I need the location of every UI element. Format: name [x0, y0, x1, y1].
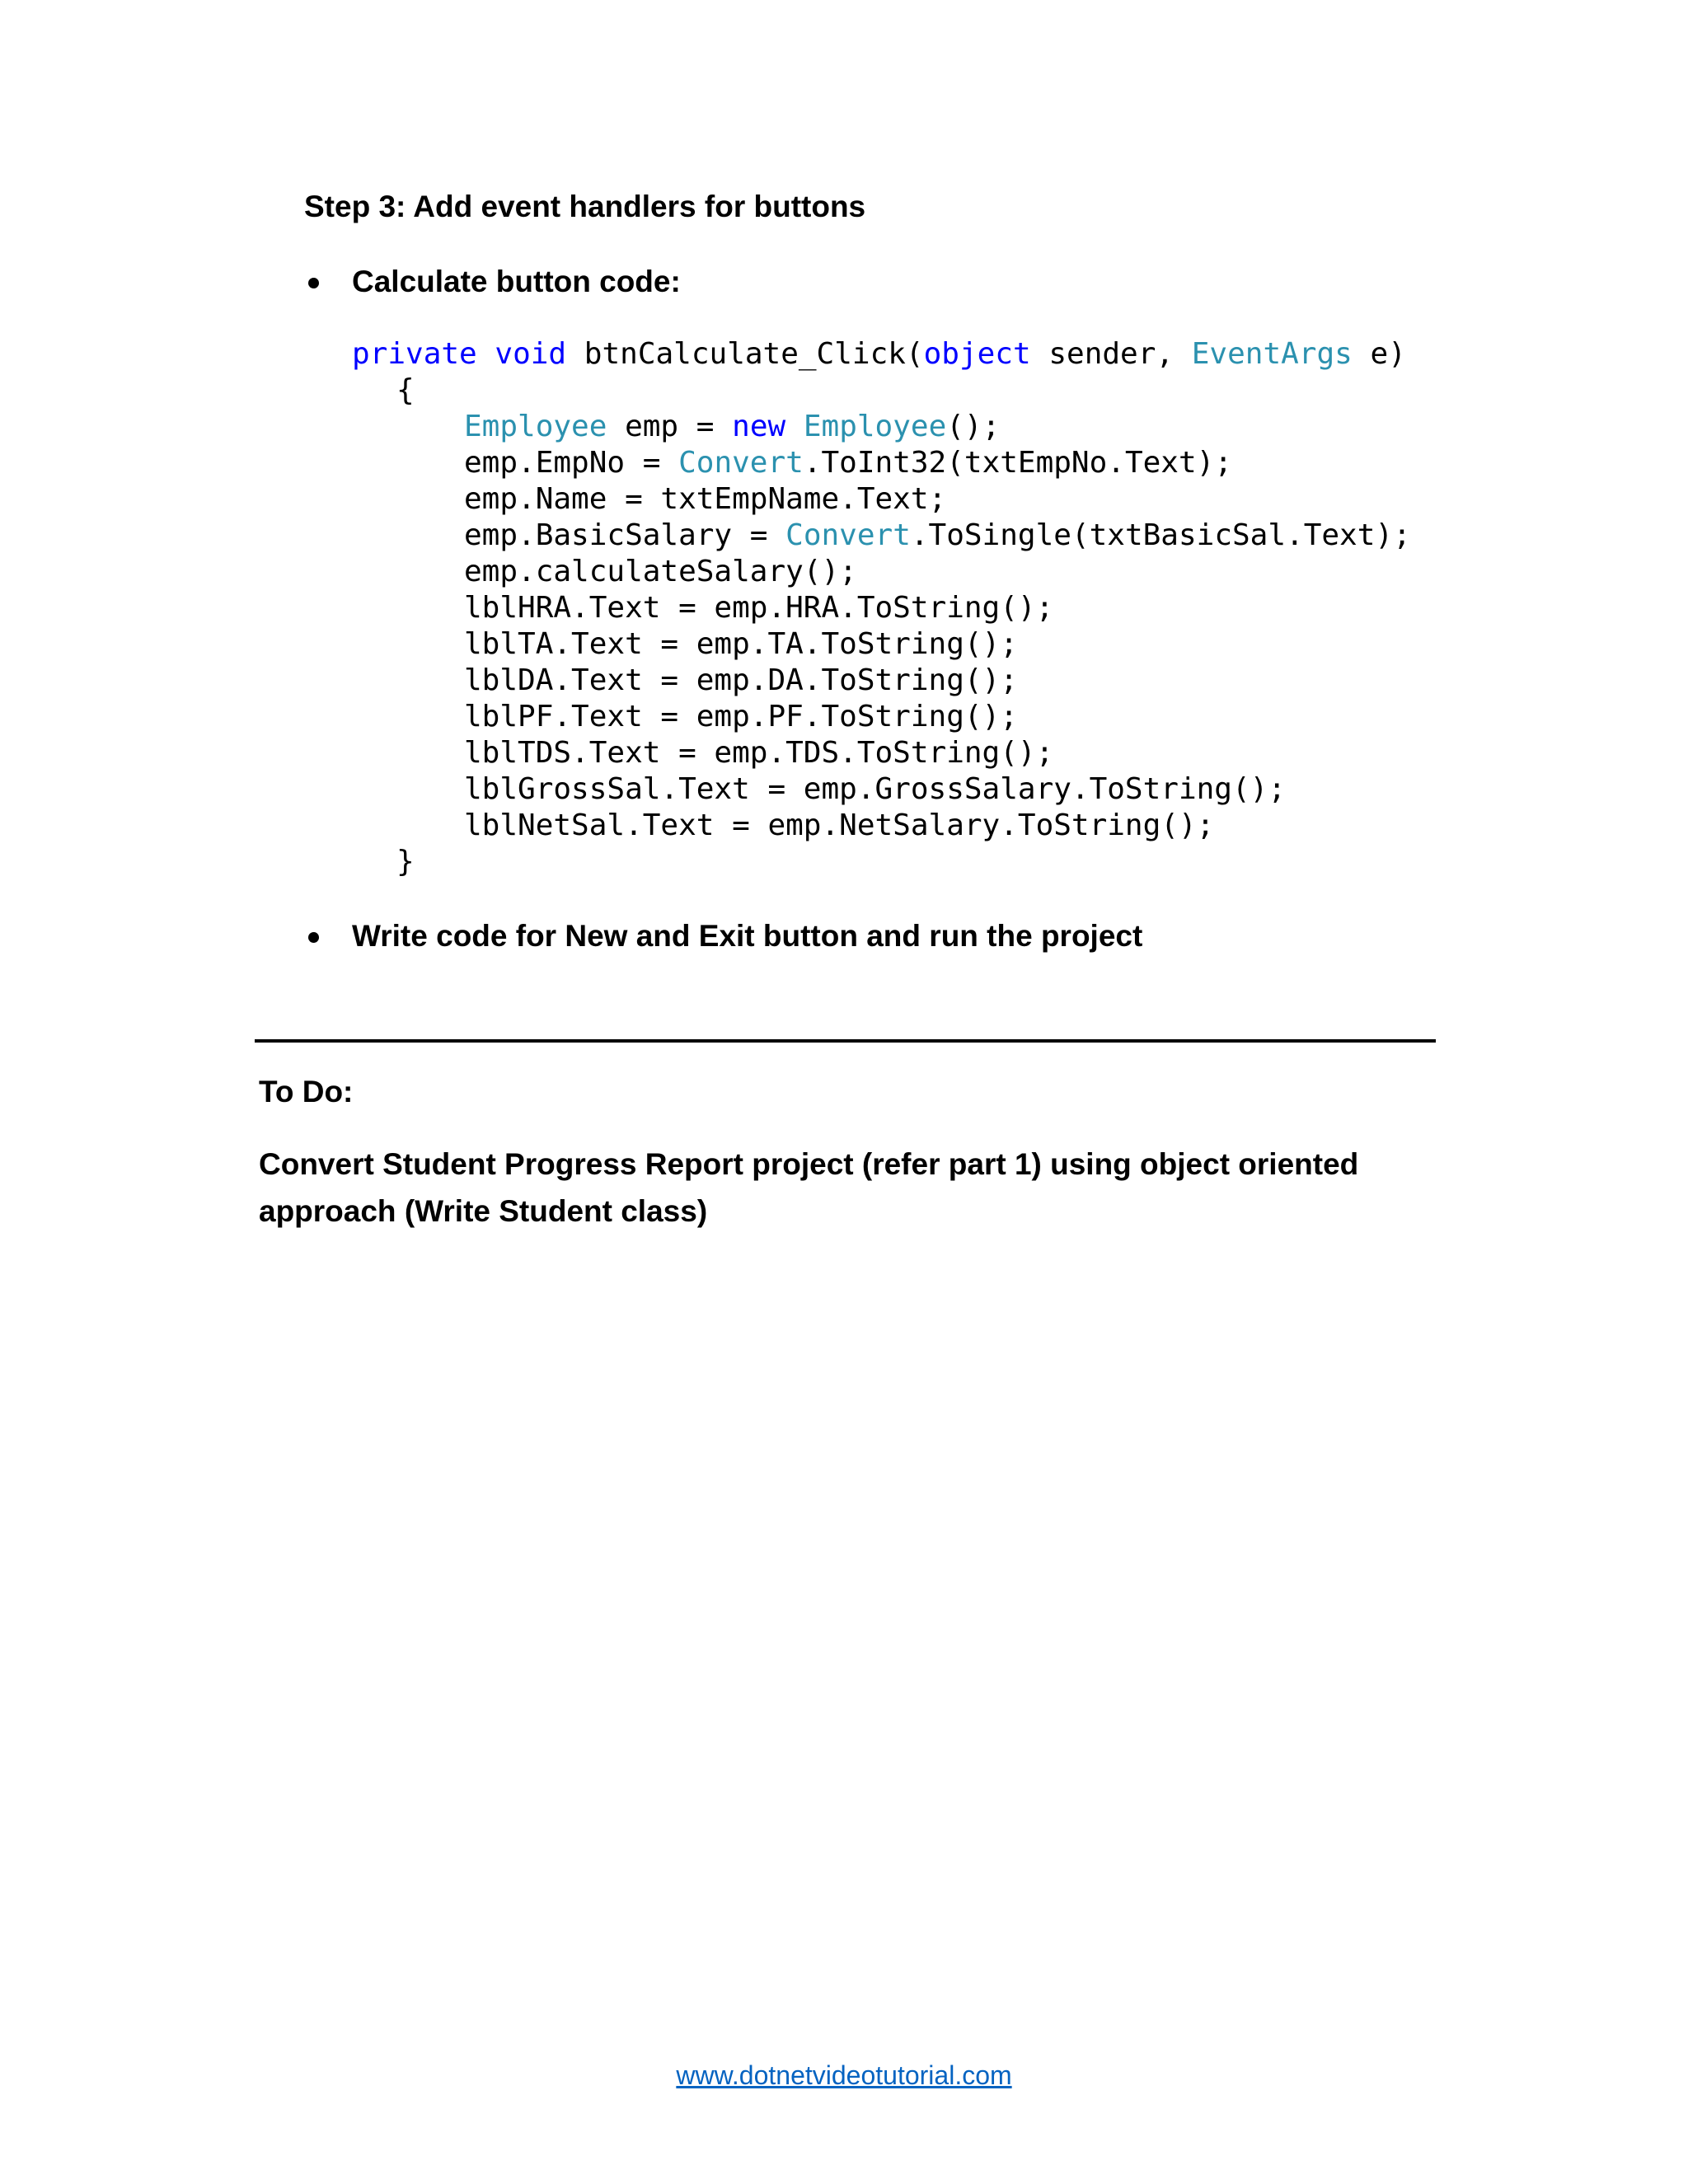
code-text: btnCalculate_Click(: [584, 337, 924, 371]
code-text: emp.EmpNo =: [464, 446, 661, 480]
bullet-dot: [308, 278, 319, 288]
footer: [0, 2060, 1688, 2091]
code-line: lblNetSal.Text = emp.NetSalary.ToString();: [464, 808, 1215, 842]
code-line-name: emp.Name = txtEmpName.Text;: [464, 482, 947, 516]
todo-heading: To Do:: [259, 1075, 354, 1108]
code-line: lblHRA.Text = emp.HRA.ToString();: [464, 591, 1054, 625]
code-type: Convert: [785, 518, 911, 552]
code-close-brace: }: [396, 845, 415, 879]
code-line-new-employee: [464, 409, 1000, 445]
code-line: emp.calculateSalary();: [464, 555, 857, 588]
code-line: lblGrossSal.Text = emp.GrossSalary.ToString();: [464, 772, 1286, 806]
horizontal-rule: [255, 1039, 1436, 1043]
code-text: e): [1370, 337, 1406, 371]
bullet-new-exit: Write code for New and Exit button and run the project: [352, 919, 1143, 953]
code-line: lblTDS.Text = emp.TDS.ToString();: [464, 736, 1054, 770]
todo-text-line2: approach (Write Student class): [259, 1194, 708, 1228]
code-keyword: new: [732, 410, 786, 443]
code-type: EventArgs: [1191, 337, 1353, 371]
bullet-calculate-code: Calculate button code:: [352, 265, 681, 298]
code-line-signature: [352, 336, 1406, 373]
code-line-basic-salary: [464, 518, 1411, 554]
code-text: .ToInt32(txtEmpNo.Text);: [803, 446, 1232, 480]
footer-website-link[interactable]: www.dotnetvideotutorial.com: [676, 2060, 1012, 2090]
code-type: Employee: [803, 410, 947, 443]
code-type: Convert: [678, 446, 804, 480]
step-heading: Step 3: Add event handlers for buttons: [304, 190, 866, 223]
code-keyword: void: [495, 337, 567, 371]
code-line-empno: [464, 445, 1232, 481]
code-text: .ToSingle(txtBasicSal.Text);: [910, 518, 1411, 552]
code-text: sender,: [1048, 337, 1175, 371]
bullet-dot: [308, 932, 319, 943]
code-open-brace: {: [396, 373, 415, 407]
code-line: lblTA.Text = emp.TA.ToString();: [464, 627, 1018, 661]
code-keyword: object: [923, 337, 1031, 371]
code-text: emp =: [625, 410, 715, 443]
todo-text-line1: Convert Student Progress Report project (refer part 1) using object oriented: [259, 1147, 1359, 1181]
code-text: emp.BasicSalary =: [464, 518, 768, 552]
code-text: ();: [946, 410, 1001, 443]
code-line: lblDA.Text = emp.DA.ToString();: [464, 663, 1018, 697]
code-type: Employee: [464, 410, 607, 443]
code-line: lblPF.Text = emp.PF.ToString();: [464, 700, 1018, 733]
code-keyword: private: [352, 337, 477, 371]
